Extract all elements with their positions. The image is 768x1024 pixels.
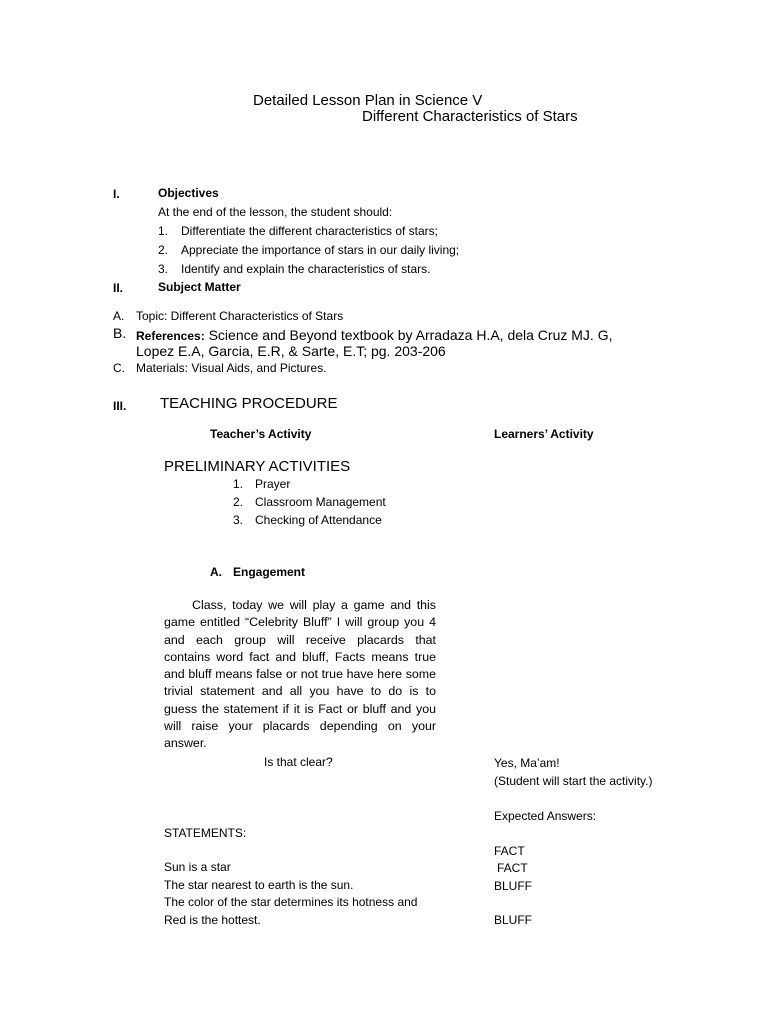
section-numeral-1: I. <box>113 187 120 201</box>
section-numeral-2: II. <box>113 281 124 295</box>
document-subtitle: Different Characteristics of Stars <box>362 108 578 125</box>
learner-activity-header: Learners’ Activity <box>494 427 594 441</box>
statement-line: Red is the hottest. <box>164 913 261 927</box>
objective-text: Differentiate the different characteristics of stars; <box>181 224 439 238</box>
topic-letter: A. <box>113 309 125 323</box>
objective-num: 2. <box>158 243 169 257</box>
preliminary-item: Prayer <box>255 477 291 491</box>
statements-heading: STATEMENTS: <box>164 826 247 840</box>
topic-text: Topic: Different Characteristics of Stars <box>136 309 344 323</box>
objective-text: Appreciate the importance of stars in our daily living; <box>181 243 460 257</box>
teacher-activity-header: Teacher’s Activity <box>210 427 312 441</box>
preliminary-item: Checking of Attendance <box>255 513 382 527</box>
expected-answer: FACT <box>494 844 525 858</box>
engagement-heading: Engagement <box>233 565 306 579</box>
expected-answer: FACT <box>497 861 528 875</box>
preliminary-num: 1. <box>233 477 244 491</box>
references-text: Science and Beyond textbook by Arradaza H.A, dela Cruz MJ. G, <box>204 327 613 343</box>
objectives-heading: Objectives <box>158 186 219 200</box>
document-title: Detailed Lesson Plan in Science V <box>253 92 483 109</box>
preliminary-heading: PRELIMINARY ACTIVITIES <box>164 458 351 475</box>
references-line-2: Lopez E.A, Garcia, E.R, & Sarte, E.T; pg. 203-206 <box>136 343 446 359</box>
teaching-procedure-heading: TEACHING PROCEDURE <box>160 395 338 412</box>
engagement-paragraph: Class, today we will play a game and this game entitled “Celebrity Bluff” I will group you 4 and each group will receive placards that contains word fact and bluff, Facts means true and bluff means false or not true have here some trivial statement and all you have to do is to guess the statement if it is Fact or bluff and you will raise your placards depending on your answer. <box>164 598 436 751</box>
learner-response-note: (Student will start the activity.) <box>494 774 653 788</box>
expected-answer: BLUFF <box>494 913 533 927</box>
learner-response: Yes, Ma’am! <box>494 756 560 770</box>
engagement-letter: A. <box>210 565 222 579</box>
preliminary-num: 2. <box>233 495 244 509</box>
expected-answer: BLUFF <box>494 879 533 893</box>
statement-line: The star nearest to earth is the sun. <box>164 878 354 892</box>
references-label: References: <box>136 329 205 343</box>
objectives-intro: At the end of the lesson, the student should: <box>158 205 393 219</box>
subject-matter-heading: Subject Matter <box>158 280 241 294</box>
objective-num: 1. <box>158 224 169 238</box>
expected-answers-label: Expected Answers: <box>494 809 597 823</box>
teacher-question: Is that clear? <box>264 755 333 769</box>
materials-text: Materials: Visual Aids, and Pictures. <box>136 361 327 375</box>
materials-letter: C. <box>113 361 125 375</box>
statement-line: The color of the star determines its hotness and <box>164 895 418 909</box>
objective-text: Identify and explain the characteristics of stars. <box>181 262 431 276</box>
statement-line: Sun is a star <box>164 860 231 874</box>
preliminary-item: Classroom Management <box>255 495 386 509</box>
preliminary-num: 3. <box>233 513 244 527</box>
section-numeral-3: III. <box>113 399 127 413</box>
objective-num: 3. <box>158 262 169 276</box>
references-letter: B. <box>113 325 127 341</box>
